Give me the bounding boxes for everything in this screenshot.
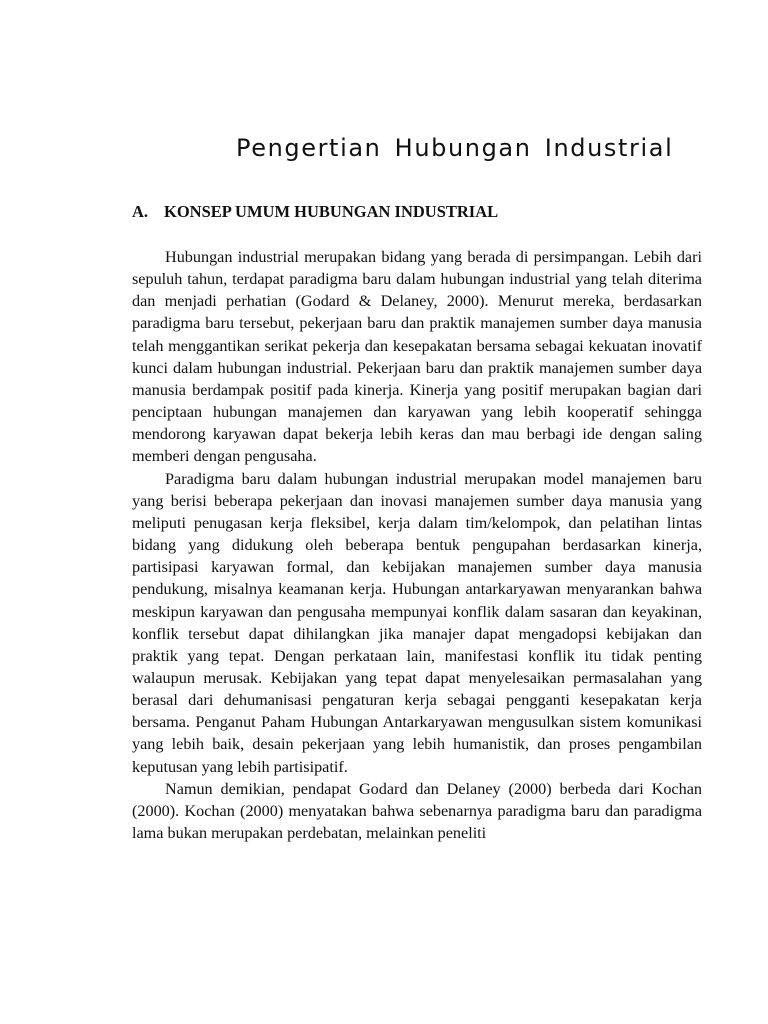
section-letter: A. xyxy=(132,202,149,221)
section-heading-text: KONSEP UMUM HUBUNGAN INDUSTRIAL xyxy=(164,202,499,221)
body-text xyxy=(132,246,702,844)
paragraph-1: Hubungan industrial merupakan bidang yang berada di persimpangan. Lebih dari sepuluh tahun, terdapat paradigma baru dalam hubungan industrial yang telah diterima dan menjadi perhatian (Godard & Delaney, 2000). Menurut mereka, berdasarkan paradigma baru tersebut, pekerjaan baru dan praktik manajemen sumber daya manusia telah menggantikan serikat pekerja dan kesepakatan bersama sebagai kekuatan inovatif kunci dalam hubungan industrial. Pekerjaan baru dan praktik manajemen sumber daya manusia berdampak positif pada kinerja. Kinerja yang positif merupakan bagian dari penciptaan hubungan manajemen dan karyawan yang lebih kooperatif sehingga mendorong karyawan dapat bekerja lebih keras dan mau berbagi ide dengan saling memberi dengan pengusaha. xyxy=(132,248,702,466)
paragraph-2: Paradigma baru dalam hubungan industrial merupakan model manajemen baru yang berisi beberapa pekerjaan dan inovasi manajemen sumber daya manusia yang meliputi penugasan kerja fleksibel, kerja dalam tim/kelompok, dan pelatihan lintas bidang yang didukung oleh beberapa bentuk pengupahan berdasarkan kinerja, partisipasi karyawan formal, dan kebijakan manajemen sumber daya manusia pendukung, misalnya keamanan kerja. Hubungan antarkaryawan menyarankan bahwa meskipun karyawan dan pengusaha mempunyai konflik dalam sasaran dan keyakinan, konflik tersebut dapat dihilangkan jika manajer dapat mengadopsi kebijakan dan praktik yang tepat. Dengan perkataan lain, manifestasi konflik itu tidak penting walaupun merusak. Kebijakan yang tepat dapat menyelesaikan permasalahan yang berasal dari dehumanisasi pengaturan kerja sebagai pengganti kesepakatan kerja bersama. Penganut Paham Hubungan Antarkaryawan mengusulkan sistem komunikasi yang lebih baik, desain pekerjaan yang lebih humanistik, dan proses pengambilan keputusan yang lebih partisipatif. xyxy=(132,469,702,776)
page-title: Pengertian Hubungan Industrial xyxy=(236,134,674,162)
section-heading xyxy=(132,202,498,222)
paragraph-3: Namun demikian, pendapat Godard dan Delaney (2000) berbeda dari Kochan (2000). Kochan (2000) menyatakan bahwa sebenarnya paradigma baru dan paradigma lama bukan merupakan perdebatan, melainkan peneliti xyxy=(132,779,702,843)
